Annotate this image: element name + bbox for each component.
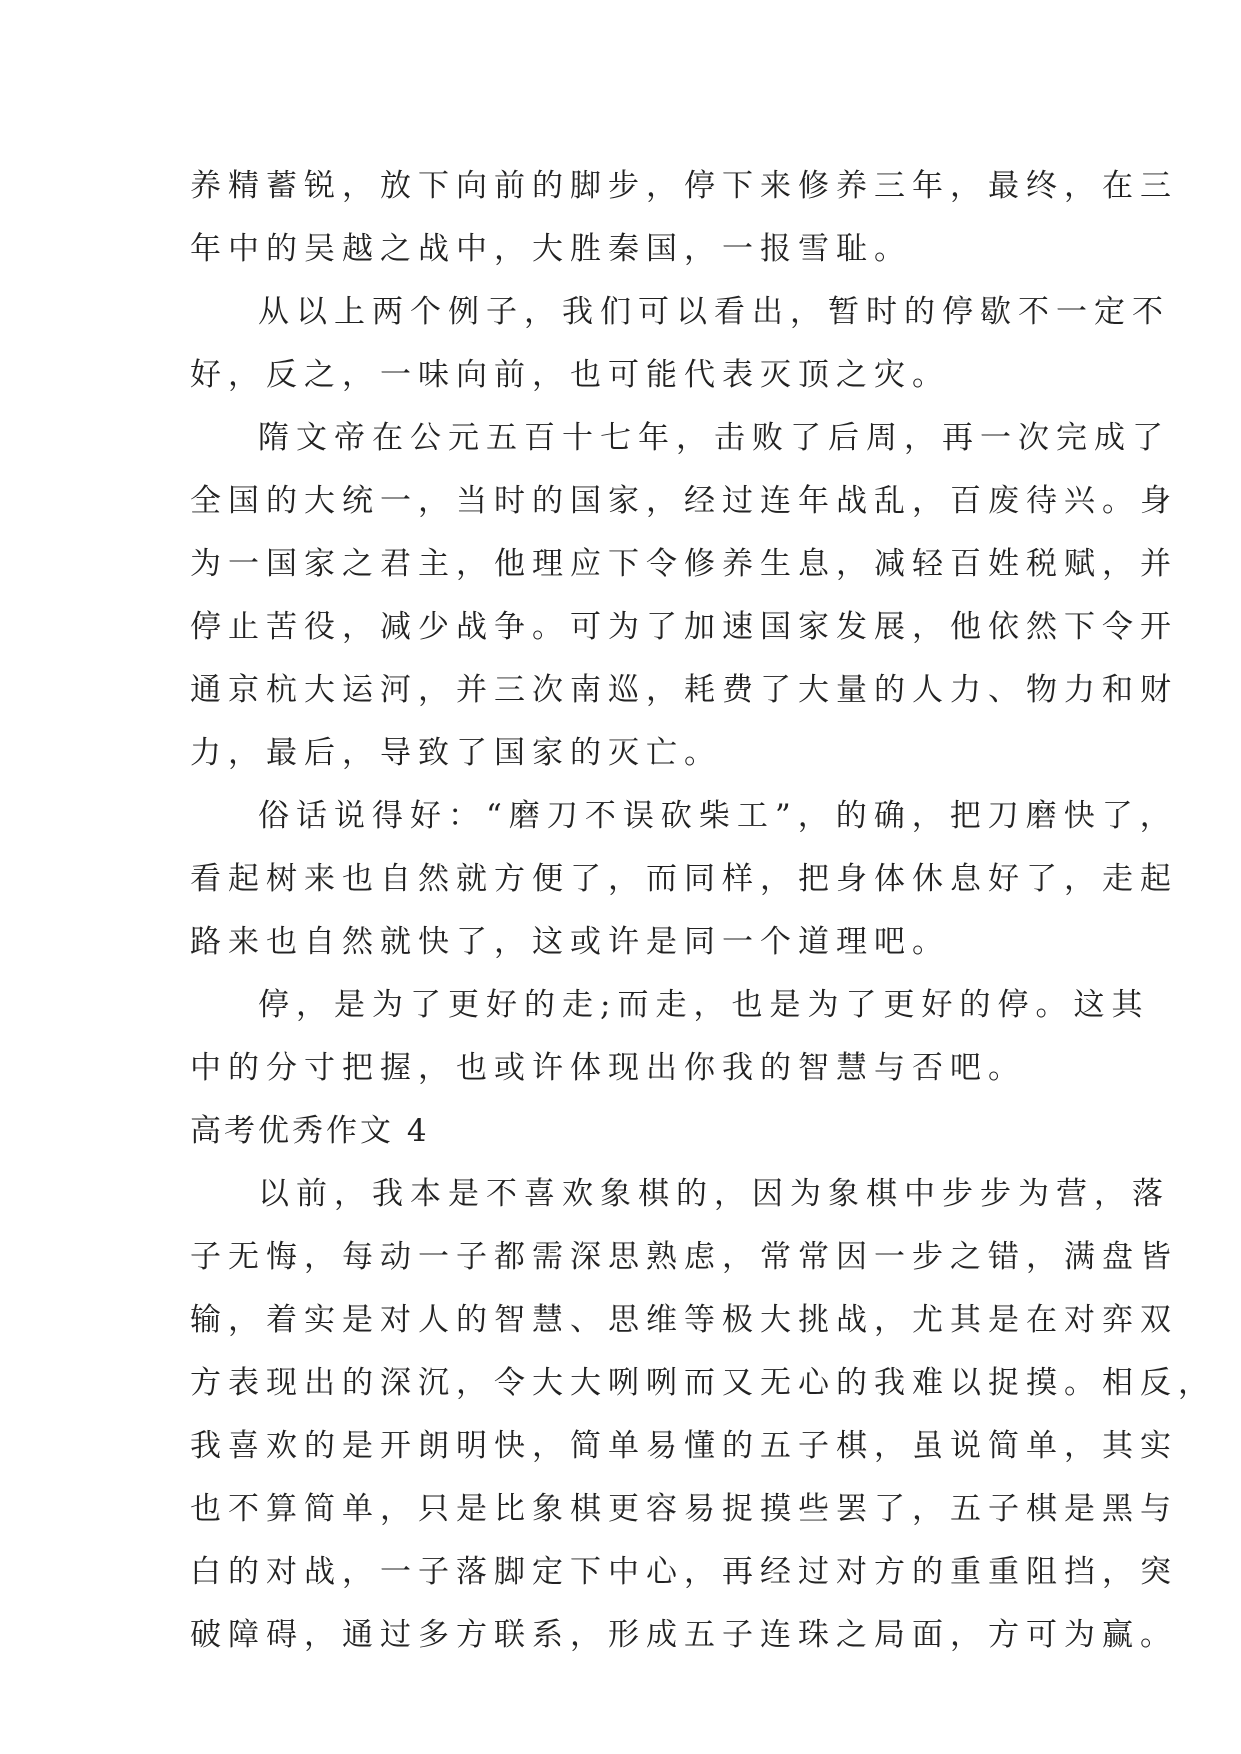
text-line: 通京杭大运河，并三次南巡，耗费了大量的人力、物力和财 <box>190 672 1178 708</box>
text-line: 输，着实是对人的智慧、思维等极大挑战，尤其是在对弈双 <box>190 1302 1178 1338</box>
text-line: 年中的吴越之战中，大胜秦国，一报雪耻。 <box>190 231 912 267</box>
paragraph-two-examples <box>190 281 1170 407</box>
paragraph-sui-emperor <box>190 407 1178 785</box>
text-line: 好，反之，一味向前，也可能代表灭顶之灾。 <box>190 357 950 393</box>
paragraph-chess <box>190 1163 1216 1667</box>
text-line: 路来也自然就快了，这或许是同一个道理吧。 <box>190 924 950 960</box>
text-line: 中的分寸把握，也或许体现出你我的智慧与否吧。 <box>190 1050 1026 1086</box>
text-line: 我喜欢的是开朗明快，简单易懂的五子棋，虽说简单，其实 <box>190 1428 1178 1464</box>
paragraph-conclusion <box>190 974 1150 1100</box>
text-line: 全国的大统一，当时的国家，经过连年战乱，百废待兴。身 <box>190 483 1178 519</box>
text-line: 停，是为了更好的走;而走，也是为了更好的停。这其 <box>258 987 1150 1023</box>
section-heading: 高考优秀作文 4 <box>190 1113 430 1149</box>
text-line: 子无悔，每动一子都需深思熟虑，常常因一步之错，满盘皆 <box>190 1239 1178 1275</box>
text-line: 也不算简单，只是比象棋更容易捉摸些罢了，五子棋是黑与 <box>190 1491 1178 1527</box>
text-line: 从以上两个例子，我们可以看出，暂时的停歇不一定不 <box>258 294 1170 330</box>
text-line: 停止苦役，减少战争。可为了加速国家发展，他依然下令开 <box>190 609 1178 645</box>
text-line: 力，最后，导致了国家的灭亡。 <box>190 735 722 771</box>
text-line: 隋文帝在公元五百十七年，击败了后周，再一次完成了 <box>258 420 1170 456</box>
text-line: 破障碍，通过多方联系，形成五子连珠之局面，方可为赢。 <box>190 1617 1178 1653</box>
text-line: 为一国家之君主，他理应下令修养生息，减轻百姓税赋，并 <box>190 546 1178 582</box>
paragraph-proverb <box>190 785 1178 974</box>
text-line: 以前，我本是不喜欢象棋的，因为象棋中步步为营，落 <box>258 1176 1170 1212</box>
paragraph-continuation <box>190 155 1178 281</box>
text-line: 方表现出的深沉，令大大咧咧而又无心的我难以捉摸。相反， <box>190 1365 1216 1401</box>
document-page <box>190 155 1216 1667</box>
text-line: 俗话说得好：“磨刀不误砍柴工”，的确，把刀磨快了， <box>258 798 1178 834</box>
text-line: 养精蓄锐，放下向前的脚步，停下来修养三年，最终，在三 <box>190 168 1178 204</box>
text-line: 白的对战，一子落脚定下中心，再经过对方的重重阻挡，突 <box>190 1554 1178 1590</box>
text-line: 看起树来也自然就方便了，而同样，把身体休息好了，走起 <box>190 861 1178 897</box>
